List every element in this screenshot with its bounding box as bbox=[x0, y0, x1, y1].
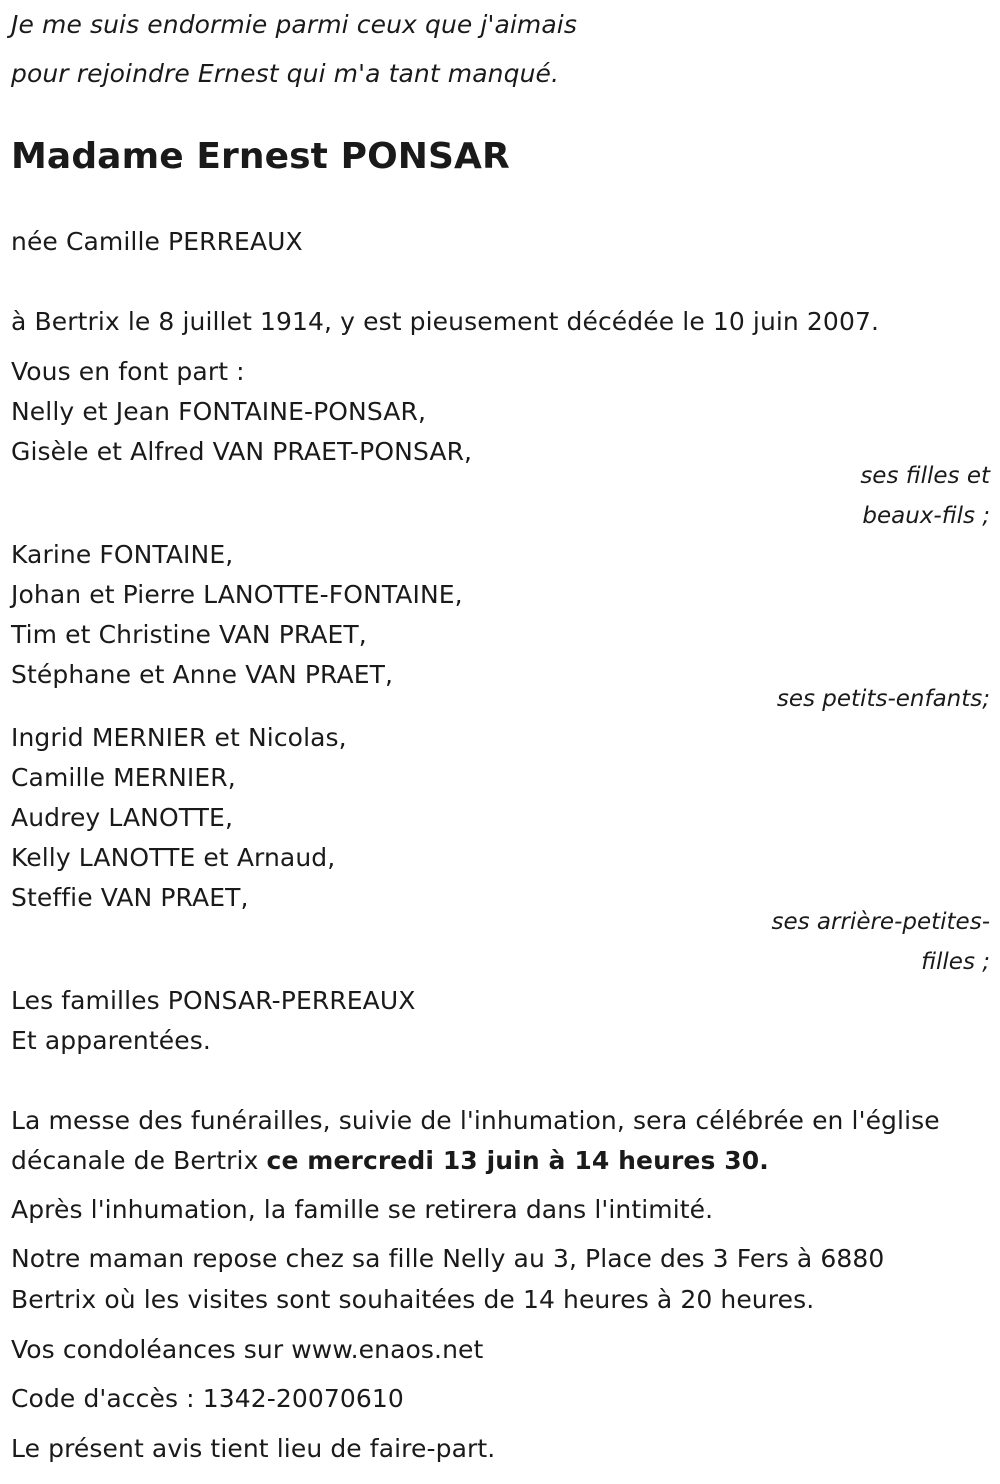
daughters-role-2: beaux-fils ; bbox=[862, 503, 990, 529]
great-grandchild-line: Ingrid MERNIER et Nicolas, bbox=[11, 723, 347, 752]
funeral-line-2 bbox=[11, 1146, 769, 1176]
great-grandchild-line: Audrey LANOTTE, bbox=[11, 803, 233, 832]
birth-death-dates: à Bertrix le 8 juillet 1914, y est pieusement décédée le 10 juin 2007. bbox=[11, 307, 879, 336]
notice-line: Le présent avis tient lieu de faire-part. bbox=[11, 1434, 496, 1463]
great-grandchild-line: Camille MERNIER, bbox=[11, 763, 236, 792]
funeral-datetime: ce mercredi 13 juin à 14 heures 30. bbox=[266, 1146, 769, 1175]
great-grandchildren-role-1: ses arrière-petites- bbox=[771, 909, 990, 935]
great-grandchildren-role-2: filles ; bbox=[921, 949, 990, 975]
access-code: Code d'accès : 1342-20070610 bbox=[11, 1384, 404, 1413]
great-grandchild-line: Steffie VAN PRAET, bbox=[11, 883, 249, 912]
grandchildren-role: ses petits-enfants; bbox=[776, 686, 990, 712]
after-burial-note: Après l'inhumation, la famille se retirera dans l'intimité. bbox=[11, 1195, 714, 1224]
great-grandchild-line: Kelly LANOTTE et Arnaud, bbox=[11, 843, 336, 872]
rest-location-line-2: Bertrix où les visites sont souhaitées de 14 heures à 20 heures. bbox=[11, 1285, 815, 1314]
grandchild-line: Karine FONTAINE, bbox=[11, 540, 234, 569]
epitaph-line-2: pour rejoindre Ernest qui m'a tant manqué. bbox=[11, 59, 560, 88]
grandchild-line: Tim et Christine VAN PRAET, bbox=[11, 620, 367, 649]
announce-intro: Vous en font part : bbox=[11, 357, 245, 386]
daughters-role-1: ses filles et bbox=[860, 463, 990, 489]
funeral-line-1: La messe des funérailles, suivie de l'inhumation, sera célébrée en l'église bbox=[11, 1106, 940, 1135]
grandchild-line: Stéphane et Anne VAN PRAET, bbox=[11, 660, 394, 689]
epitaph-line-1: Je me suis endormie parmi ceux que j'aimais bbox=[11, 10, 577, 39]
families-line-1: Les familles PONSAR-PERREAUX bbox=[11, 986, 416, 1015]
grandchild-line: Johan et Pierre LANOTTE-FONTAINE, bbox=[11, 580, 463, 609]
families-line-2: Et apparentées. bbox=[11, 1026, 211, 1055]
daughter-line: Nelly et Jean FONTAINE-PONSAR, bbox=[11, 397, 426, 426]
daughter-line: Gisèle et Alfred VAN PRAET-PONSAR, bbox=[11, 437, 473, 466]
condolences-line: Vos condoléances sur www.enaos.net bbox=[11, 1335, 484, 1364]
deceased-name: Madame Ernest PONSAR bbox=[11, 136, 510, 177]
rest-location-line-1: Notre maman repose chez sa fille Nelly au 3, Place des 3 Fers à 6880 bbox=[11, 1244, 885, 1273]
maiden-name: née Camille PERREAUX bbox=[11, 227, 303, 256]
funeral-place: décanale de Bertrix bbox=[11, 1146, 267, 1175]
